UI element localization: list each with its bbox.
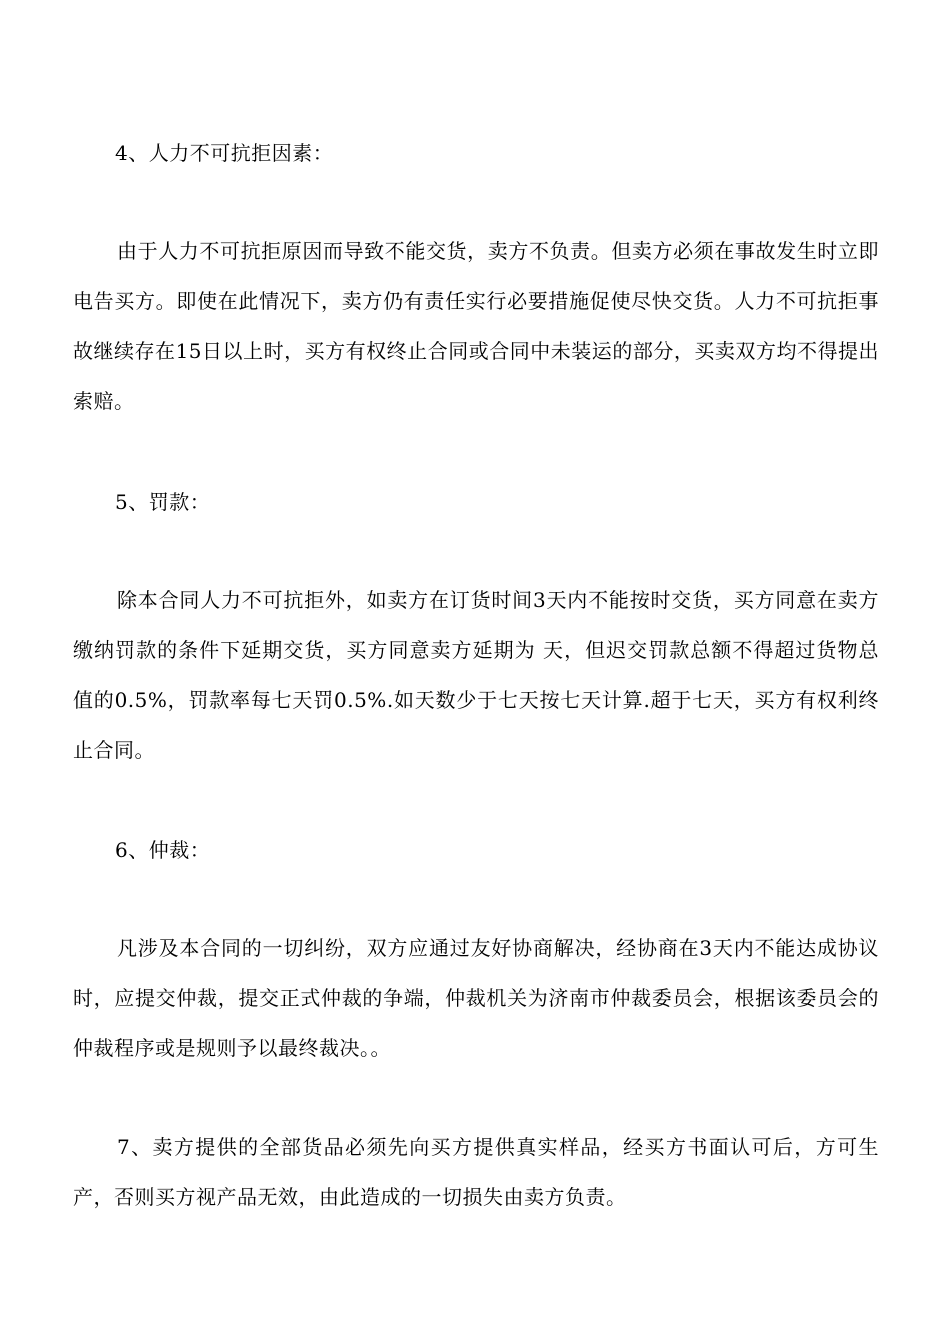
clause-4-heading: 4、人力不可抗拒因素： [115,141,334,165]
clause-7-body: 7、卖方提供的全部货品必须先向买方提供真实样品，经买方书面认可后，方可生产，否则买方视产品无效，由此造成的一切损失由卖方负责。 [73,1135,879,1209]
clause-6-heading: 6、仲裁： [115,838,211,862]
clause-5-body: 除本合同人力不可抗拒外，如卖方在订货时间3天内不能按时交货，买方同意在卖方缴纳罚款的条件下延期交货，买方同意卖方延期为 天，但迟交罚款总额不得超过货物总值的0.5%，罚款率每七天罚0.5%.如天数少于七天按七天计算.超于七天，买方有权利终止合同。 [73,588,879,762]
clause-6-body: 凡涉及本合同的一切纠纷，双方应通过友好协商解决，经协商在3天内不能达成协议时，应提交仲裁，提交正式仲裁的争端，仲裁机关为济南市仲裁委员会，根据该委员会的仲裁程序或是规则予以最终裁决。。 [73,936,879,1060]
clause-5-heading: 5、罚款： [115,490,211,514]
clause-4-body: 由于人力不可抗拒原因而导致不能交货，卖方不负责。但卖方必须在事故发生时立即电告买方。即使在此情况下，卖方仍有责任实行必要措施促使尽快交货。人力不可抗拒事故继续存在15日以上时，买方有权终止合同或合同中未装运的部分，买卖双方均不得提出索赔。 [73,239,879,413]
